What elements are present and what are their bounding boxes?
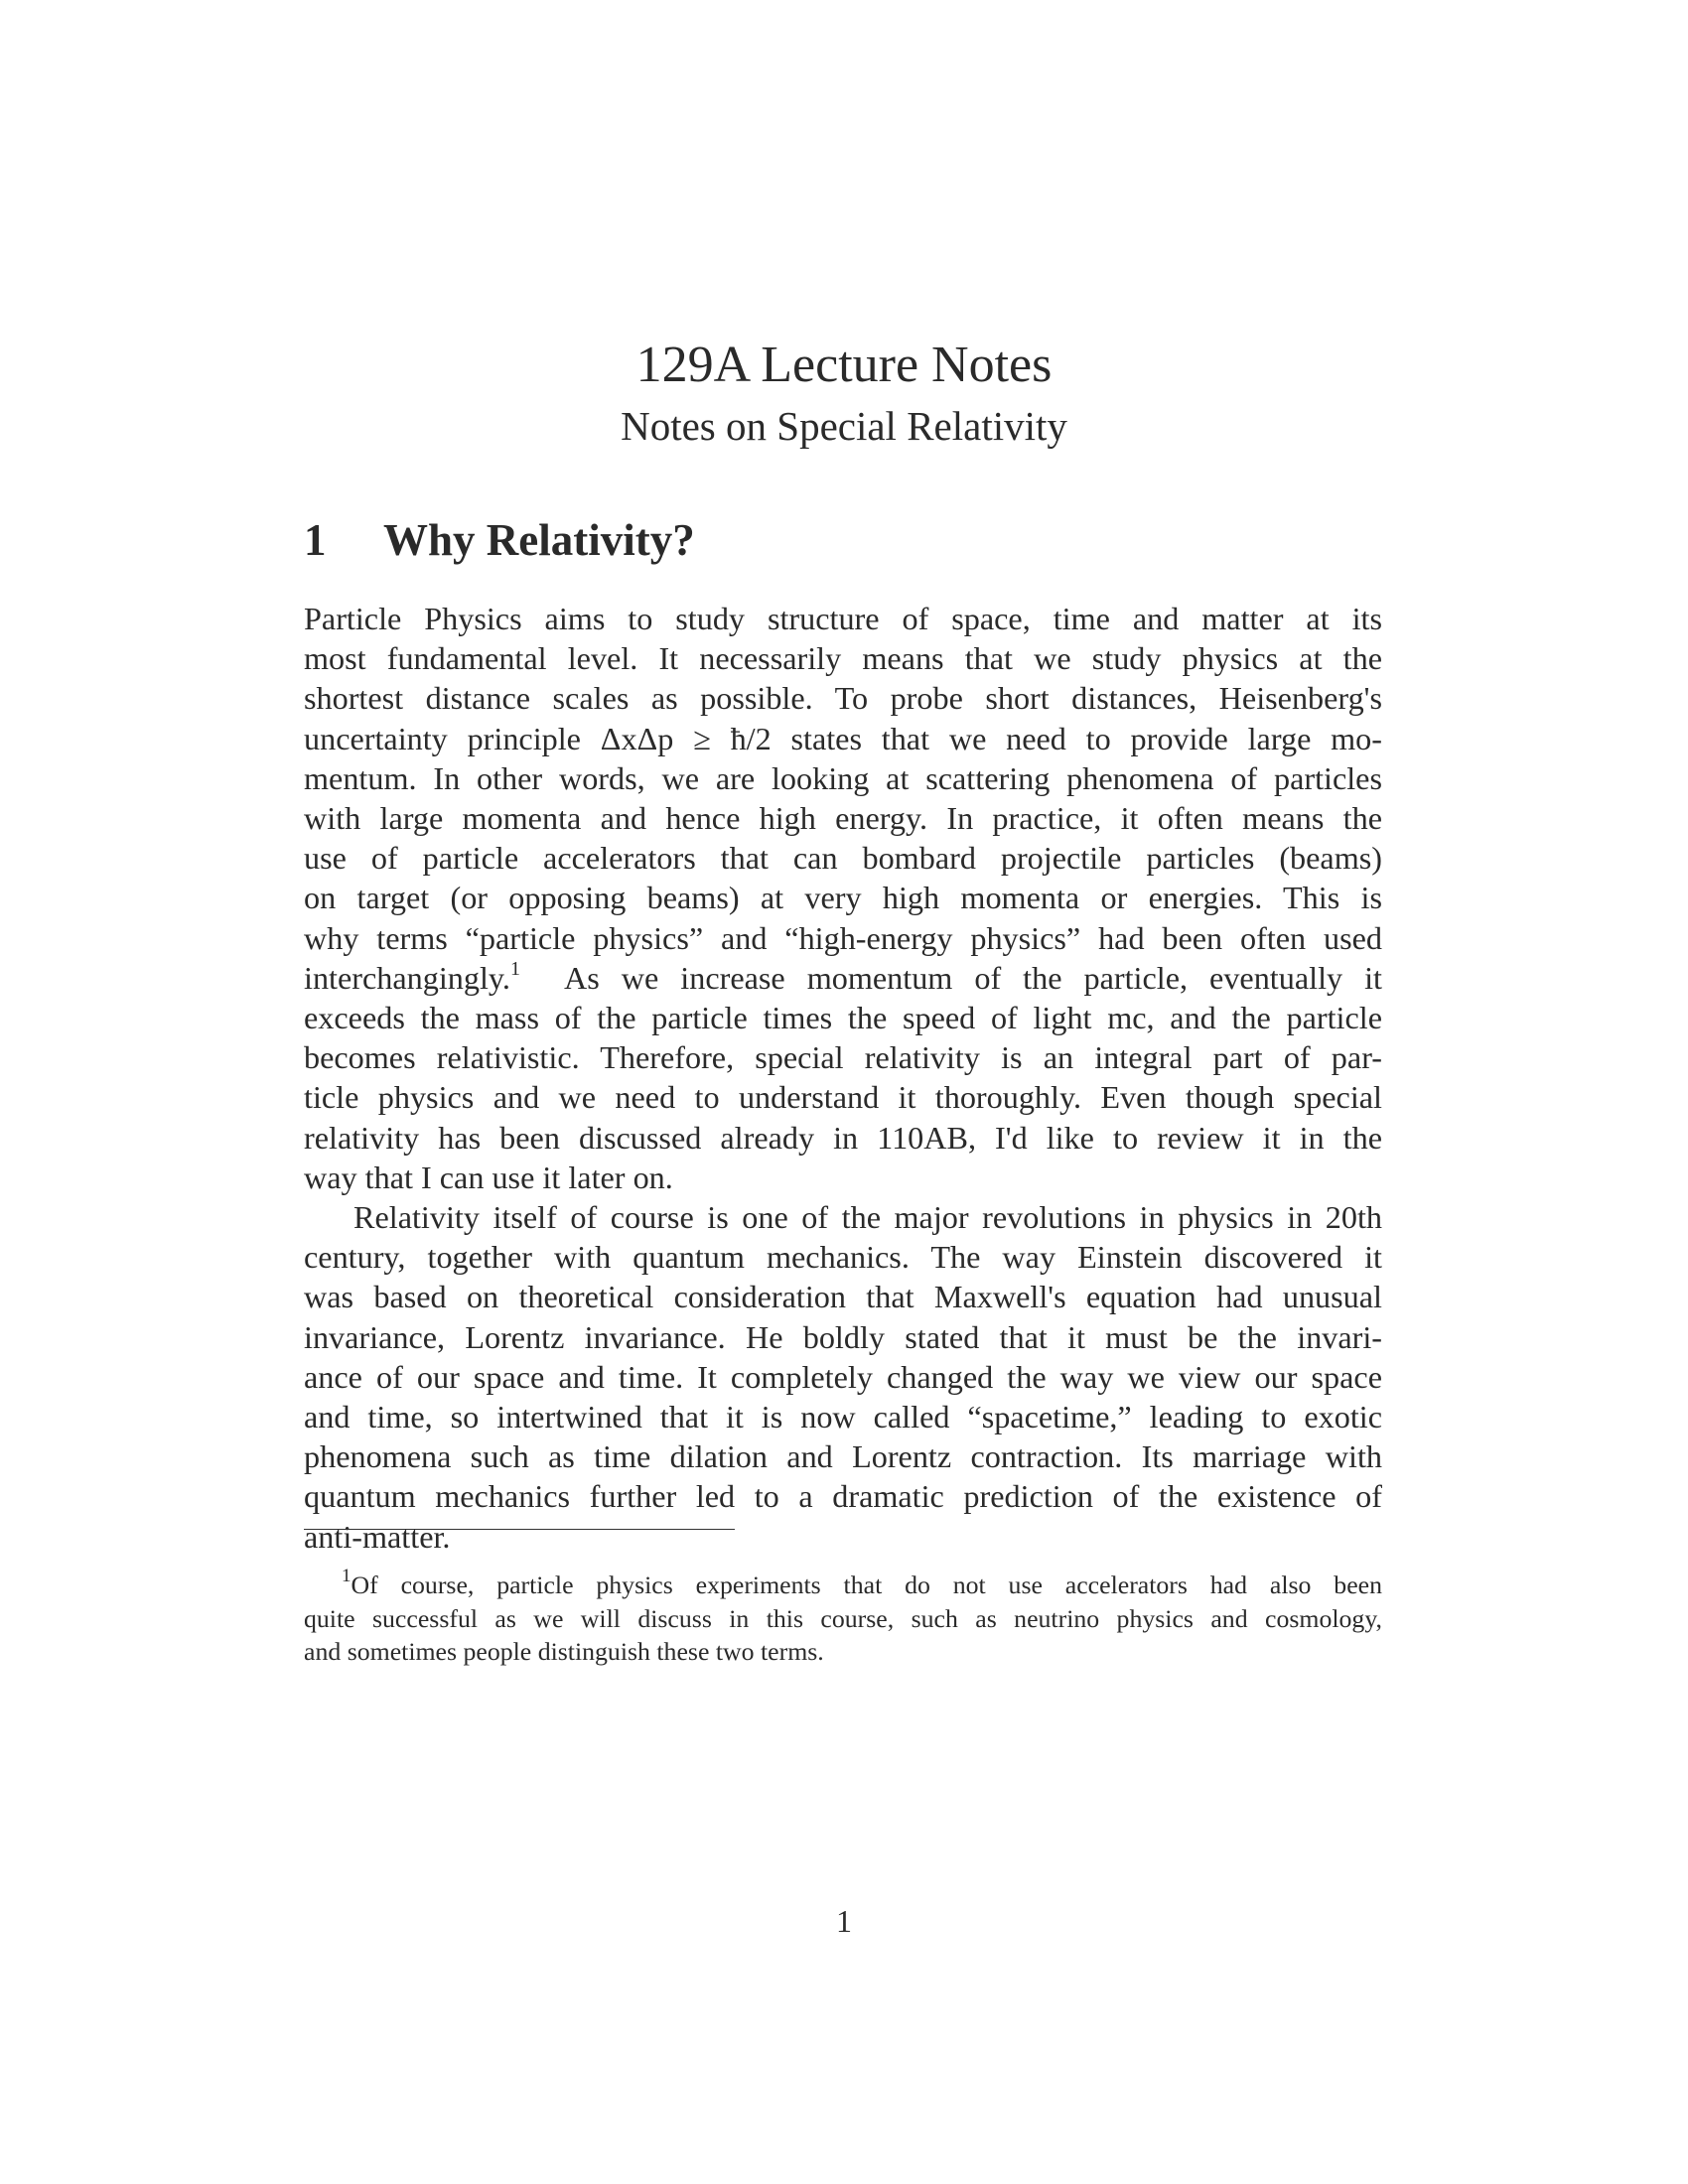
paragraph-line: relativity has been discussed already in 110AB, I'd like to review it in the — [304, 1119, 1382, 1156]
footnote-number: 1 — [342, 1566, 352, 1586]
footnote-line: quite successful as we will discuss in this course, such as neutrino physics and cosmology, — [304, 1603, 1382, 1633]
paragraph-line: use of particle accelerators that can bombard projectile particles (beams) — [304, 840, 1382, 877]
paragraph-text-fragment: interchangingly. — [304, 959, 510, 996]
footnote — [304, 1566, 1382, 1669]
section-body — [304, 599, 1382, 1557]
paragraph-line: quantum mechanics further led to a dramatic prediction of the existence of — [304, 1478, 1382, 1515]
footnote-marker[interactable]: 1 — [509, 957, 520, 980]
title-block — [0, 333, 1688, 454]
paragraph-line: Particle Physics aims to study structure of space, time and matter at its — [304, 601, 1382, 636]
paragraph-1 — [304, 599, 1382, 1197]
paragraph-line: exceeds the mass of the particle times the speed of light mc, and the particle — [304, 1000, 1382, 1036]
paragraph-line: anti-matter. — [304, 1518, 451, 1555]
footnote-line: and sometimes people distinguish these two terms. — [304, 1637, 824, 1666]
document-title: 129A Lecture Notes — [635, 337, 1053, 393]
paragraph-line: becomes relativistic. Therefore, special relativity is an integral part of par- — [304, 1039, 1382, 1076]
section-number: 1 — [304, 515, 327, 565]
footnote-text-fragment: Of course, particle physics experiments that do not use accelerators had also been — [351, 1570, 1382, 1599]
paragraph-line-with-footnote — [304, 958, 1382, 998]
paragraph-line: invariance, Lorentz invariance. He boldly stated that it must be the invari- — [304, 1318, 1382, 1355]
footnote-divider — [304, 1529, 735, 1530]
paragraph-2 — [304, 1197, 1382, 1557]
paragraph-line: uncertainty principle ΔxΔp ≥ ħ/2 states that we need to provide large mo- — [304, 720, 1382, 756]
page-number: 1 — [836, 1903, 852, 1939]
paragraph-line: phenomena such as time dilation and Lorentz contraction. Its marriage with — [304, 1438, 1382, 1475]
paragraph-line: ance of our space and time. It completely changed the way we view our space — [304, 1358, 1382, 1395]
paragraph-line: and time, so intertwined that it is now called “spacetime,” leading to exotic — [304, 1399, 1382, 1435]
paragraph-line: with large momenta and hence high energy. In practice, it often means the — [304, 800, 1382, 837]
paragraph-line: mentum. In other words, we are looking at scattering phenomena of particles — [304, 759, 1382, 796]
document-subtitle: Notes on Special Relativity — [621, 403, 1067, 449]
paragraph-line: way that I can use it later on. — [304, 1159, 673, 1195]
section-title: Why Relativity? — [383, 515, 695, 565]
paragraph-line: ticle physics and we need to understand it thoroughly. Even though special — [304, 1079, 1382, 1116]
paragraph-line: was based on theoretical consideration that Maxwell's equation had unusual — [304, 1279, 1382, 1315]
paragraph-line: on target (or opposing beams) at very high momenta or energies. This is — [304, 880, 1382, 916]
paragraph-text-fragment: As we increase momentum of the particle, eventually it — [563, 959, 1382, 996]
section-heading — [304, 510, 695, 570]
paragraph-line: shortest distance scales as possible. To probe short distances, Heisenberg's — [304, 680, 1382, 717]
paragraph-line: Relativity itself of course is one of the major revolutions in physics in 20th — [353, 1199, 1382, 1236]
paragraph-line: century, together with quantum mechanics. The way Einstein discovered it — [304, 1239, 1382, 1276]
paragraph-line: most fundamental level. It necessarily means that we study physics at the — [304, 640, 1382, 677]
footnote-line — [304, 1566, 1382, 1602]
paragraph-line: why terms “particle physics” and “high-energy physics” had been often used — [304, 919, 1382, 956]
